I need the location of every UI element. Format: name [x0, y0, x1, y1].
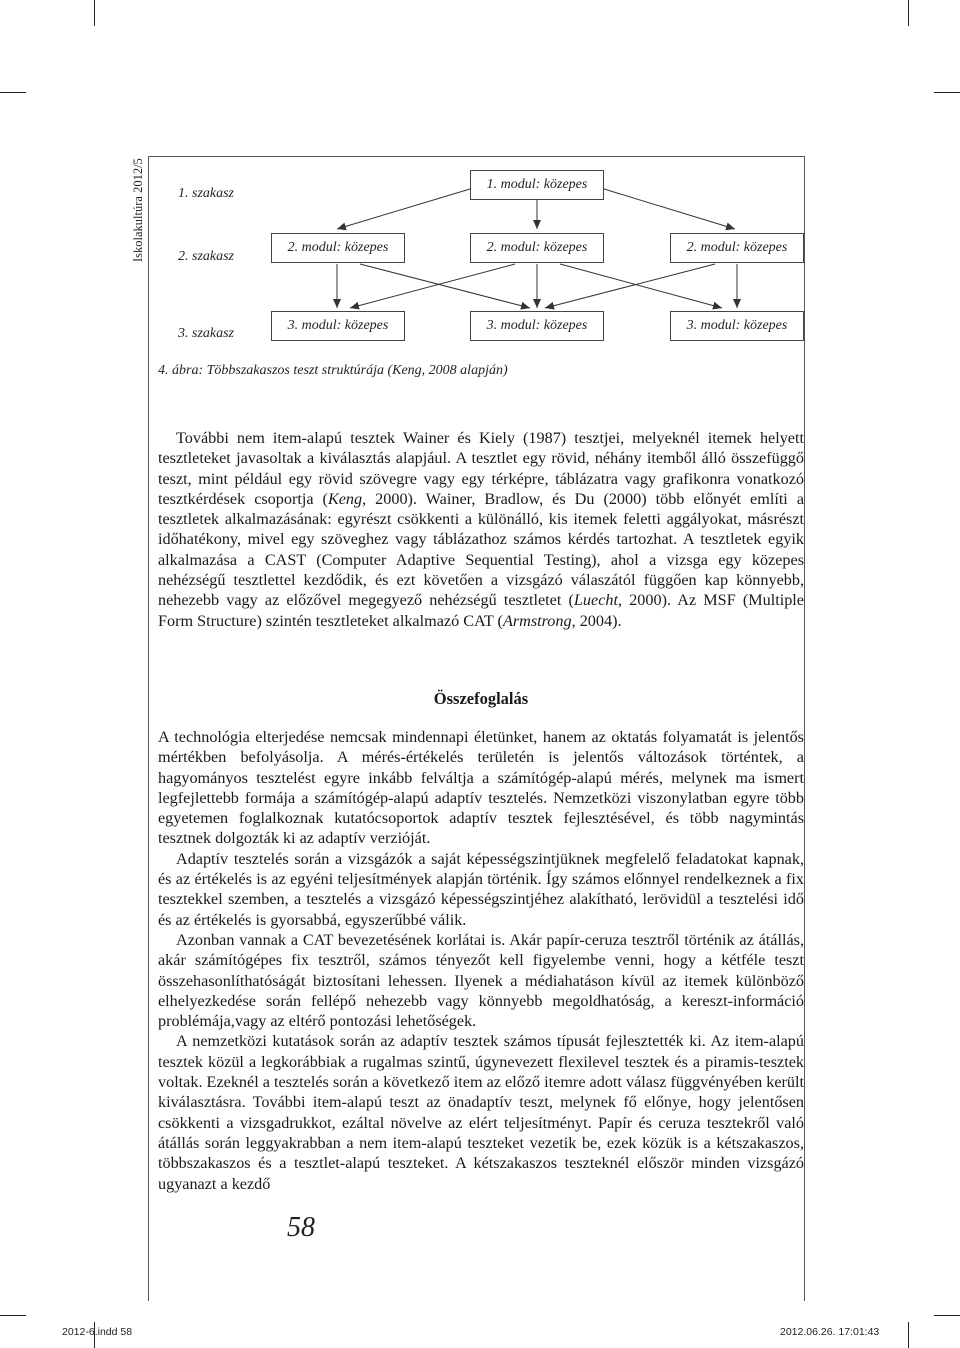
arrow-2a-to-3b — [360, 264, 530, 308]
footer-timestamp: 2012.06.26. 17:01:43 — [780, 1326, 880, 1338]
figure-caption: 4. ábra: Többszakaszos teszt struktúrája (Keng, 2008 alapján) — [158, 363, 508, 378]
text-run: , 2000). Wainer, Bradlow, és Du (2000) több előnyét említi a tesztletek alkalmazásának: egyrészt csökkenti a különálló, kis itemek feletti aggályokat, másrészt időhatékony, mivel egy szöveghez vagy táblázathoz számos kérdés tartozhat. A tesztletek egyik alkalmazása a CAST (Computer Adaptive Sequential Testing), ahol a vizsga egy közepes nehézségű tesztlettel kezdődik, és ezt követően a vizsgázó válaszától függően kap könnyebb, nehezebb vagy az előzővel megegyező nehézségű tesztletet ( — [158, 489, 804, 610]
module-box: 2. modul: közepes — [470, 233, 604, 263]
arrow-1-to-2c — [604, 189, 735, 229]
stage-label: 1. szakasz — [178, 186, 235, 201]
paragraph: A technológia elterjedése nemcsak mindennapi életünket, hanem az oktatás folyamatát is jelentős mértékben befolyásolja. A mérés-értékelés területén is jelentős változások történtek, a hagyományos tesztelést egyre inkább felváltja a számítógép-alapú mérés, melynek ma ismert legfejlettebb formája a számítógép-alapú adaptív tesztelés. Nemzetközi viszonylatban egyre több egyetemen foglalkoznak kutatócsoportok adaptív tesztek fejlesztésével, és több nagymintás tesztnek dolgozták ki az adaptív verzióját. — [158, 728, 804, 848]
page-number: 58 — [287, 1212, 315, 1243]
body-text-section2 — [158, 727, 804, 1194]
paragraph: Azonban vannak a CAT bevezetésének korlátai is. Akár papír-ceruza tesztről történik az átállás, akár számítógépes fix tesztről, számos tényezőt kell figyelembe venni, hogy a kétféle teszt összehasonlíthatóságát biztosítani lehessen. Ilyenek a médiahatáson kívül az itemek különböző elhelyezkedése során fellépő nehezebb vagy könnyebb megoldhatóság, a kereszt-információ problémája,vagy az eltérő pontozási lehetőségek. — [158, 930, 804, 1031]
citation: Armstrong — [502, 611, 572, 630]
module-box: 2. modul: közepes — [271, 233, 405, 263]
module-box: 2. modul: közepes — [670, 233, 804, 263]
paragraph: A nemzetközi kutatások során az adaptív tesztek számos típusát fejlesztették ki. Az item-alapú tesztek közül a legkorábbiak a rugalmas szintű, úgynevezett flexilevel tesztek és a piramis-tesztek voltak. Ezeknél a tesztelés során a következő item az előző itemre adott válasz függvényében került kiválasztásra. További item-alapú teszt az önadaptív teszt, melynek fő előnye, hogy jelentősen csökkenti a vizsgadrukkot, ezáltal növelve az elért teljesítményt. Papír és ceruza tesztekről való átállás során leggyakrabban a nem item-alapú teszteket vezetik be, ezek közük is a kétszakaszos, többszakaszos és a tesztlet-alapú teszteket. A kétszakaszos teszteknél először minden vizsgázó ugyanazt a kezdő — [158, 1032, 804, 1193]
arrow-2b-to-3a — [350, 264, 515, 308]
paragraph — [158, 428, 804, 631]
footer-file: 2012-6.indd 58 — [62, 1326, 133, 1338]
module-box: 3. modul: közepes — [470, 311, 604, 341]
journal-side-label: Iskolakultúra 2012/5 — [131, 158, 145, 262]
arrow-2b-to-3c — [560, 264, 722, 308]
text-run: További nem item-alapú tesztek Wainer és Kiely (1987) tesztjei, melyeknél itemek helyett tesztleteket javasoltak a kiválasztás alapjául. A tesztlet egy rövid, néhány itemből álló összefüggő teszt, mint például egy rövid szövegre vagy egy térképre, táblázatra vagy grafikonra vonatkozó tesztkérdések csoportja ( — [158, 429, 804, 508]
module-box: 3. modul: közepes — [670, 311, 804, 341]
arrow-1-to-2a — [337, 189, 470, 229]
body-text-section1 — [158, 428, 804, 631]
stage-label: 2. szakasz — [178, 249, 235, 264]
module-box: 1. modul: közepes — [470, 170, 604, 200]
stage-label: 3. szakasz — [178, 326, 235, 341]
text-run: , 2000). Az MSF (Multiple Form Structure) szintén tesztleteket alkalmazó CAT ( — [158, 591, 804, 630]
paragraph: Adaptív tesztelés során a vizsgázók a saját képességszintjüknek megfelelő feladatokat kapnak, és az értékelés is az egyéni teljesítmények alapján történik. Így számos előnnyel rendelkeznek a fix tesztekkel szemben, a tesztelés a vizsgázó képességszintjéhez alakítható, lerövidül a tesztelési idő és az értékelés is gyorsabbá, egyszerűbbé válik. — [158, 849, 804, 929]
citation: Luecht — [573, 591, 618, 610]
module-box: 3. modul: közepes — [271, 311, 405, 341]
text-run: , 2004). — [571, 611, 622, 630]
citation: Keng — [327, 489, 363, 508]
arrow-2c-to-3b — [545, 264, 715, 308]
section-heading: Összefoglalás — [433, 689, 529, 708]
